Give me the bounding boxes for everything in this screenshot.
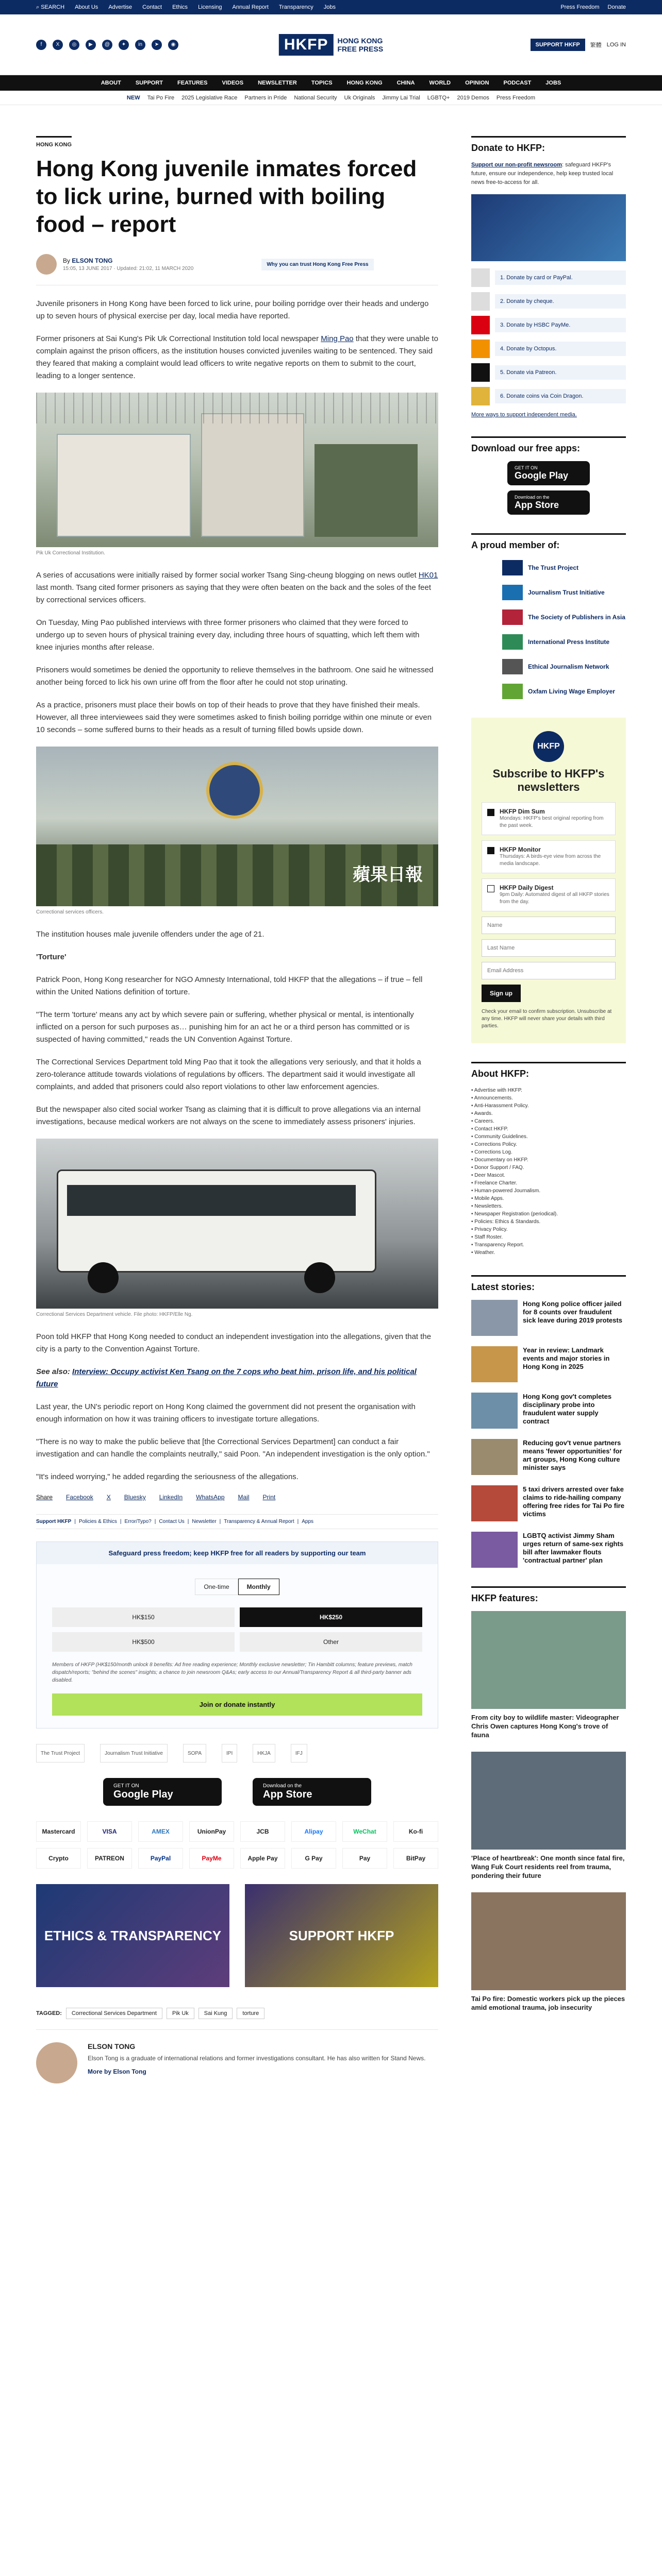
donate-option[interactable]: 5. Donate via Patreon. <box>471 363 626 382</box>
sign-up-button[interactable]: Sign up <box>482 985 521 1002</box>
article-body <box>36 298 438 1483</box>
trending-item[interactable]: 2025 Legislative Race <box>181 94 238 101</box>
widget-title: A proud member of: <box>471 533 626 551</box>
tab-one-time[interactable]: One-time <box>195 1579 238 1595</box>
main-nav <box>0 75 662 91</box>
payment-methods <box>36 1821 438 1869</box>
threads-icon[interactable]: @ <box>102 40 112 50</box>
figure-caption: Pik Uk Correctional Institution. <box>36 550 105 556</box>
checkbox-unchecked[interactable] <box>487 885 494 892</box>
watermark-text: 蘋果日報 <box>353 865 423 885</box>
nav-item[interactable]: SUPPORT <box>135 80 163 86</box>
app-store-buttons <box>36 1778 438 1806</box>
story-thumbnail <box>471 1485 518 1521</box>
widget-title: Download our free apps: <box>471 436 626 454</box>
cheque-icon <box>471 292 490 311</box>
facebook-icon[interactable]: f <box>36 40 46 50</box>
photo-officers <box>36 747 438 906</box>
card-icon <box>471 268 490 287</box>
paragraph: Former prisoners at Sai Kung's Pik Uk Correctional Institution told local newspaper Ming Pao that they were unable to complain against the prison officers, as the institution houses convicted juveniles waiting to be sentenced. They said they feared that making a complaint would lead officers to write negative reports on them to submit to the court, leading to a longer sentence. <box>36 334 438 380</box>
widget-title: Donate to HKFP: <box>471 136 626 154</box>
separator: | <box>219 1519 221 1524</box>
trending-item[interactable]: National Security <box>294 94 337 101</box>
about-link[interactable]: • Corrections Policy. <box>471 1141 626 1148</box>
amount-option-selected[interactable]: HK$250 <box>240 1607 422 1627</box>
trending-item[interactable]: Jimmy Lai Trial <box>382 94 420 101</box>
footer-link[interactable]: Apps <box>302 1519 314 1524</box>
feature-image[interactable] <box>471 1892 626 1990</box>
payment-logo: AMEX <box>138 1821 183 1842</box>
paragraph: "It's indeed worrying," he added regarding the seriousness of the allegations. <box>36 1472 299 1481</box>
share-linkedin-link[interactable]: LinkedIn <box>159 1494 183 1501</box>
subheading: 'Torture' <box>36 953 67 961</box>
trust-badge[interactable]: Why you can trust Hong Kong Free Press <box>261 259 373 270</box>
payment-logo: Pay <box>342 1848 387 1869</box>
footer-link[interactable]: Contact Us <box>159 1519 185 1524</box>
separator: | <box>120 1519 122 1524</box>
tag[interactable]: torture <box>237 2008 264 2019</box>
search-link[interactable]: ⌕ SEARCH <box>36 4 65 10</box>
feature-title[interactable]: From city boy to wildlife master: Videographer Chris Owen captures Hong Kong's trove of fauna <box>471 1714 619 1739</box>
top-utility-bar <box>0 0 662 14</box>
payment-logo: UnionPay <box>189 1821 234 1842</box>
site-header <box>0 14 662 75</box>
more-by-author-link[interactable]: More by Elson Tong <box>88 2068 146 2075</box>
payment-logo: PayMe <box>189 1848 234 1869</box>
widget-title: About HKFP: <box>471 1062 626 1079</box>
about-link[interactable]: • Contact HKFP. <box>471 1125 626 1133</box>
about-link[interactable]: • Advertise with HKFP. <box>471 1087 626 1094</box>
language-switch[interactable]: 繁體 <box>590 42 602 48</box>
features-widget <box>471 1586 626 2012</box>
topbar-link[interactable]: Contact <box>142 4 162 10</box>
nav-item[interactable]: JOBS <box>545 80 561 86</box>
topbar-link[interactable]: Transparency <box>278 4 313 10</box>
about-link[interactable]: • Privacy Policy. <box>471 1226 626 1233</box>
author-bio: Elson Tong is a graduate of international relations and former investigations consultant. He has also written for Stand News. <box>88 2055 426 2062</box>
footer-link[interactable]: Transparency & Annual Report <box>224 1519 294 1524</box>
member-logo[interactable]: Ethical Journalism Network <box>502 659 626 674</box>
paragraph: "There is no way to make the public believe that [the Correctional Services Department] can conduct a fair investigation and can handle the complaints neutrally," said Poon. "An independent investigation is the only option." <box>36 1437 430 1459</box>
paragraph: The institution houses male juvenile offenders under the age of 21. <box>36 930 264 939</box>
article-category[interactable]: HONG KONG <box>36 136 72 148</box>
feature-title[interactable]: Tai Po fire: Domestic workers pick up the pieces amid emotional trauma, job insecurity <box>471 1995 625 2011</box>
tag[interactable]: Pik Uk <box>167 2008 194 2019</box>
about-link[interactable]: • Community Guidelines. <box>471 1133 626 1141</box>
paragraph: Prisoners would sometimes be denied the opportunity to relieve themselves in the bathroom. One said he witnessed another being forced to lick his own urine off from the floor after he could not stop urinating. <box>36 666 434 687</box>
author-prefix: By <box>63 257 71 264</box>
donate-option[interactable]: 3. Donate by HSBC PayMe. <box>471 316 626 334</box>
story-thumbnail <box>471 1532 518 1568</box>
payment-logo: Apple Pay <box>240 1848 285 1869</box>
share-x-link[interactable]: X <box>106 1494 111 1501</box>
promo-banners <box>36 1884 438 1987</box>
more-ways-link[interactable]: More ways to support independent media. <box>471 412 577 418</box>
latest-story[interactable]: Hong Kong police officer jailed for 8 counts over fraudulent sick leave during 2019 protests <box>471 1300 626 1336</box>
payment-logo: Alipay <box>291 1821 336 1842</box>
newsletter-option[interactable]: HKFP Monitor Thursdays: A birds-eye view from across the media landscape. <box>482 840 616 873</box>
about-link[interactable]: • Staff Roster. <box>471 1233 626 1241</box>
widget-title: HKFP features: <box>471 1586 626 1604</box>
email-input[interactable] <box>482 962 616 979</box>
nav-item[interactable]: OPINION <box>465 80 489 86</box>
member-logo[interactable]: Oxfam Living Wage Employer <box>502 684 626 699</box>
member-logo[interactable]: The Trust Project <box>502 560 626 575</box>
footer-link[interactable]: Error/Typo? <box>124 1519 152 1524</box>
tag-list <box>36 2008 438 2019</box>
last-name-input[interactable] <box>482 939 616 957</box>
share-bluesky-link[interactable]: Bluesky <box>124 1494 146 1501</box>
donation-box <box>36 1541 438 1728</box>
share-whatsapp-link[interactable]: WhatsApp <box>196 1494 225 1501</box>
ethics-banner[interactable]: ETHICS & TRANSPARENCY <box>36 1884 229 1987</box>
amount-option[interactable]: HK$150 <box>52 1607 235 1627</box>
feature-image[interactable] <box>471 1752 626 1850</box>
checkbox-checked[interactable] <box>487 847 494 854</box>
paragraph: The Correctional Services Department told Ming Pao that it took the allegations very seriously, and that it holds a zero-tolerance attitude towards violations of regulations by officers. The department said it would investigate all complaints, and added that prisoners could also report violations to other law enforcement agencies. <box>36 1058 421 1091</box>
see-also: See also: Interview: Occupy activist Ken Tsang on the 7 cops who beat him, prison life, and his political future <box>36 1367 417 1388</box>
photo-csd-vehicle <box>36 1139 438 1309</box>
trending-nav <box>0 91 662 105</box>
about-link[interactable]: • Transparency Report. <box>471 1241 626 1249</box>
press-freedom-link[interactable]: Press Freedom <box>560 4 600 10</box>
tab-monthly[interactable]: Monthly <box>238 1579 279 1595</box>
newsletter-option[interactable]: HKFP Daily Digest 9pm Daily: Automated digest of all HKFP stories from the day. <box>482 878 616 911</box>
amount-option[interactable]: HK$500 <box>52 1632 235 1652</box>
feature-title[interactable]: 'Place of heartbreak': One month since fatal fire, Wang Fuk Court residents reel from trauma, pondering their future <box>471 1854 625 1879</box>
hkfp-logo-icon: HKFP <box>533 731 564 762</box>
figure <box>36 747 438 915</box>
payment-logo: JCB <box>240 1821 285 1842</box>
latest-story[interactable]: Reducing gov't venue partners means 'fewer opportunities' for art groups, Hong Kong culture minister says <box>471 1439 626 1475</box>
article-main <box>36 136 438 2083</box>
see-also-link[interactable]: Interview: Occupy activist Ken Tsang on the 7 cops who beat him, prison life, and his political future <box>36 1367 417 1388</box>
new-label: NEW <box>126 94 140 101</box>
nav-item[interactable]: ABOUT <box>101 80 121 86</box>
widget-title: Latest stories: <box>471 1275 626 1293</box>
story-thumbnail <box>471 1300 518 1336</box>
membership-widget <box>471 533 626 699</box>
trust-logo[interactable]: HKJA <box>253 1744 275 1762</box>
about-link[interactable]: • Policies: Ethics & Standards. <box>471 1218 626 1226</box>
trending-item[interactable]: 2019 Demos <box>457 94 489 101</box>
latest-stories-widget <box>471 1275 626 1568</box>
trust-logo[interactable]: IFJ <box>291 1744 307 1762</box>
about-link[interactable]: • Documentary on HKFP. <box>471 1156 626 1164</box>
linkedin-icon[interactable]: in <box>135 40 145 50</box>
newsletter-note: Check your email to confirm subscription. Unsubscribe at any time. HKFP will never share your details with third parties. <box>482 1009 612 1029</box>
about-link[interactable]: • Donor Support / FAQ. <box>471 1164 626 1172</box>
nav-item[interactable]: NEWSLETTER <box>258 80 297 86</box>
payment-logo: PATREON <box>87 1848 132 1869</box>
about-link[interactable]: • Corrections Log. <box>471 1148 626 1156</box>
trust-logos-row <box>36 1744 438 1762</box>
nav-item[interactable]: FEATURES <box>177 80 208 86</box>
latest-story[interactable]: 5 taxi drivers arrested over fake claims to ride-hailing company offering free rides for Tai Po fire victims <box>471 1485 626 1521</box>
rss-icon[interactable]: ◉ <box>168 40 178 50</box>
about-link[interactable]: • Awards. <box>471 1110 626 1117</box>
jti-icon <box>502 585 523 600</box>
support-banner[interactable]: SUPPORT HKFP <box>245 1884 438 1987</box>
payme-icon <box>471 316 490 334</box>
apps-widget <box>471 436 626 515</box>
hk01-link[interactable]: HK01 <box>418 571 438 580</box>
share-print-link[interactable]: Print <box>262 1494 276 1501</box>
newsletter-option[interactable]: HKFP Dim Sum Mondays: HKFP's best original reporting from the past week. <box>482 802 616 835</box>
share-mail-link[interactable]: Mail <box>238 1494 250 1501</box>
story-thumbnail <box>471 1393 518 1429</box>
donate-option[interactable]: 1. Donate by card or PayPal. <box>471 268 626 287</box>
member-logo[interactable]: The Society of Publishers in Asia <box>502 609 626 625</box>
feature-image[interactable] <box>471 1611 626 1709</box>
sidebar <box>471 136 626 2083</box>
site-logo[interactable] <box>279 34 383 56</box>
paragraph: But the newspaper also cited social worker Tsang as claiming that it is difficult to prove allegations via an internal investigations, because medical workers are not always on the scene to immediately assess prisoners' injuries. <box>36 1105 421 1126</box>
latest-story[interactable]: Year in review: Landmark events and major stories in Hong Kong in 2025 <box>471 1346 626 1382</box>
member-logo[interactable]: International Press Institute <box>502 634 626 650</box>
support-hkfp-button[interactable]: SUPPORT HKFP <box>531 39 585 51</box>
paragraph: Patrick Poon, Hong Kong researcher for NGO Amnesty International, told HKFP that the allegations – if true – fell within the United Nations definition of torture. <box>36 975 423 996</box>
app-store-button[interactable]: Download on the App Store <box>507 490 590 515</box>
member-logo[interactable]: Journalism Trust Initiative <box>502 585 626 600</box>
nav-item[interactable]: TOPICS <box>311 80 333 86</box>
trending-item[interactable]: Uk Originals <box>344 94 375 101</box>
share-label: Share <box>36 1494 53 1501</box>
tag[interactable]: Correctional Services Department <box>66 2008 162 2019</box>
donate-link[interactable]: Support our non-profit newsroom <box>471 162 562 168</box>
trust-logo[interactable]: SOPA <box>183 1744 206 1762</box>
tags-label: TAGGED: <box>36 2010 62 2016</box>
member-perks: Members of HKFP (HK$150/month unlock 8 benefits: Ad free reading experience; Monthly exclusive newsletter; Tin Hambitt columns; feature previews, match dispatch/reports; "behind the scenes" insights; a chance to join newsroom Q&As; early access to our Annual/Transparency Report & all third-party banner ads disabled. <box>52 1662 412 1683</box>
patreon-icon <box>471 363 490 382</box>
nav-item[interactable]: WORLD <box>429 80 451 86</box>
share-bar <box>36 1494 438 1501</box>
separator: | <box>74 1519 76 1524</box>
social-links <box>36 40 178 50</box>
separator: | <box>154 1519 156 1524</box>
figure <box>36 393 438 556</box>
figure-caption: Correctional Services Department vehicle. File photo: HKFP/Elle Ng. <box>36 1312 193 1317</box>
paragraph: As a practice, prisoners must place their bowls on top of their heads to prove that they have finished their meals. However, all three interviewees said they were sometimes asked to finish boiling porridge within one minute or even 10 seconds – some suffered burns to their heads as a result of turning filled bowls upside down. <box>36 701 432 734</box>
instagram-icon[interactable]: ◎ <box>69 40 79 50</box>
nav-item[interactable]: CHINA <box>396 80 415 86</box>
author-box <box>36 2029 438 2083</box>
nav-item[interactable]: PODCAST <box>503 80 532 86</box>
payment-logo: BitPay <box>393 1848 438 1869</box>
payment-logo: Crypto <box>36 1848 81 1869</box>
login-link[interactable]: LOG IN <box>606 41 626 48</box>
newsletter-widget <box>471 718 626 1043</box>
about-link[interactable]: • Anti-Harassment Policy. <box>471 1102 626 1110</box>
donate-link[interactable]: Donate <box>607 4 626 10</box>
ejn-icon <box>502 659 523 674</box>
first-name-input[interactable] <box>482 917 616 934</box>
author-box-name[interactable]: ELSON TONG <box>88 2042 136 2050</box>
trust-logo[interactable]: Journalism Trust Initiative <box>100 1744 168 1762</box>
footer-link[interactable]: Policies & Ethics <box>78 1519 117 1524</box>
trending-item[interactable]: Press Freedom <box>496 94 536 101</box>
checkbox-checked[interactable] <box>487 809 494 816</box>
payment-logo: G Pay <box>291 1848 336 1869</box>
logo-mark: HKFP <box>279 34 334 56</box>
ming-pao-link[interactable]: Ming Pao <box>321 334 354 343</box>
donation-header: Safeguard press freedom; keep HKFP free for all readers by supporting our team <box>37 1542 438 1564</box>
share-facebook-link[interactable]: Facebook <box>66 1494 93 1501</box>
figure <box>36 1139 438 1317</box>
youtube-icon[interactable]: ▶ <box>86 40 96 50</box>
about-link[interactable]: • Announcements. <box>471 1094 626 1102</box>
bluesky-icon[interactable]: ✦ <box>119 40 129 50</box>
photo-prison-exterior <box>36 393 438 547</box>
amount-option-other[interactable]: Other <box>240 1632 422 1652</box>
paragraph: "The term 'torture' means any act by which severe pain or suffering, whether physical or mental, is intentionally inflicted on a person for such purposes as… punishing him for an act he or a third person has committed or is suspected of having committed," reads the UN Convention Against Torture. <box>36 1010 414 1044</box>
latest-story[interactable]: LGBTQ activist Jimmy Sham urges return of same-sex rights bill after lawmaker flouts 'contractual partner' plan <box>471 1532 626 1568</box>
author-avatar <box>36 254 57 275</box>
payment-logo: PayPal <box>138 1848 183 1869</box>
latest-story[interactable]: Hong Kong gov't completes disciplinary probe into fraudulent water supply contract <box>471 1393 626 1429</box>
article-footer-links <box>36 1514 438 1529</box>
about-link[interactable]: • Deer Mascot. <box>471 1172 626 1179</box>
search-label: SEARCH <box>41 4 65 10</box>
about-link[interactable]: • Weather. <box>471 1249 626 1257</box>
payment-logo: Ko-fi <box>393 1821 438 1842</box>
telegram-icon[interactable]: ➤ <box>152 40 162 50</box>
topbar-link[interactable]: Annual Report <box>232 4 269 10</box>
paragraph: On Tuesday, Ming Pao published interviews with three former prisoners who claimed that they were forced to undergo up to seven hours of physical training every day, including three hours of squatting, which left them with knee injuries months after release. <box>36 618 420 652</box>
separator: | <box>297 1519 299 1524</box>
google-play-button[interactable]: GET IT ON Google Play <box>507 461 590 485</box>
author-photo <box>36 2042 77 2083</box>
trending-item[interactable]: Partners in Pride <box>244 94 287 101</box>
about-link[interactable]: • Mobile Apps. <box>471 1195 626 1202</box>
donate-widget <box>471 136 626 418</box>
trust-logo[interactable]: The Trust Project <box>36 1744 85 1762</box>
trending-item[interactable]: LGBTQ+ <box>427 94 450 101</box>
donate-text: Support our non-profit newsroom: safeguard HKFP's future, ensure our independence, help keep trusted local news free-to-access for all. <box>471 162 614 185</box>
about-link[interactable]: • Freelance Charter. <box>471 1179 626 1187</box>
ipi-icon <box>502 634 523 650</box>
separator: | <box>187 1519 189 1524</box>
byline <box>36 254 438 285</box>
tag[interactable]: Sai Kung <box>198 2008 233 2019</box>
article-title: Hong Kong juvenile inmates forced to lick urine, burned with boiling food – report <box>36 156 417 237</box>
nav-item[interactable]: VIDEOS <box>222 80 244 86</box>
trust-project-icon <box>502 560 523 575</box>
story-thumbnail <box>471 1346 518 1382</box>
newsletter-title: Subscribe to HKFP's newsletters <box>492 767 605 793</box>
about-link[interactable]: • Newspaper Registration (periodical). <box>471 1210 626 1218</box>
author-name[interactable]: ELSON TONG <box>72 257 113 264</box>
about-link[interactable]: • Human-powered Journalism. <box>471 1187 626 1195</box>
x-icon[interactable]: X <box>53 40 63 50</box>
payment-logo: WeChat <box>342 1821 387 1842</box>
oxfam-icon <box>502 684 523 699</box>
footer-link[interactable]: Newsletter <box>192 1519 217 1524</box>
about-link[interactable]: • Careers. <box>471 1117 626 1125</box>
topbar-link[interactable]: Advertise <box>108 4 133 10</box>
octopus-icon <box>471 340 490 358</box>
paragraph: Poon told HKFP that Hong Kong needed to conduct an independent investigation into the allegations, given that the city is a party to the Convention Against Torture. <box>36 1332 432 1353</box>
about-link[interactable]: • Newsletters. <box>471 1202 626 1210</box>
about-widget <box>471 1062 626 1257</box>
google-play-button[interactable]: GET IT ON Google Play <box>103 1778 222 1806</box>
topbar-link[interactable]: Licensing <box>198 4 222 10</box>
payment-logo: Mastercard <box>36 1821 81 1842</box>
donate-option[interactable]: 4. Donate by Octopus. <box>471 340 626 358</box>
story-thumbnail <box>471 1439 518 1475</box>
topbar-link[interactable]: Jobs <box>323 4 336 10</box>
paragraph: Juvenile prisoners in Hong Kong have been forced to lick urine, pour boiling porridge over their heads and undergo up to seven hours of physical exercise per day, local media have reported. <box>36 299 429 320</box>
trust-logo[interactable]: IPI <box>222 1744 237 1762</box>
donate-option[interactable]: 6. Donate coins via Coin Dragon. <box>471 387 626 405</box>
donate-option[interactable]: 2. Donate by cheque. <box>471 292 626 311</box>
paragraph: A series of accusations were initially raised by former social worker Tsang Sing-cheung blogging on news outlet HK01 last month. Tsang cited former prisoners as saying that they were often beaten on the back and the soles of the feet by correctional services officers. <box>36 571 438 604</box>
join-donate-button[interactable]: Join or donate instantly <box>52 1693 422 1716</box>
topbar-link[interactable]: Ethics <box>172 4 188 10</box>
paragraph: Last year, the UN's periodic report on Hong Kong claimed the government did not present the organisation with enough information on how it was training officers to investigate torture allegations. <box>36 1402 416 1423</box>
nav-item[interactable]: HONG KONG <box>346 80 383 86</box>
publish-date: 15:05, 13 JUNE 2017 · Updated: 21:02, 11 MARCH 2020 <box>63 266 194 272</box>
figure-caption: Correctional services officers. <box>36 909 104 915</box>
logo-text: HONG KONG FREE PRESS <box>337 36 384 53</box>
app-store-button[interactable]: Download on the App Store <box>253 1778 371 1806</box>
payment-logo: VISA <box>87 1821 132 1842</box>
trending-item[interactable]: Tai Po Fire <box>147 94 175 101</box>
topbar-link[interactable]: About Us <box>75 4 98 10</box>
coin-dragon-icon <box>471 387 490 405</box>
sopa-icon <box>502 609 523 625</box>
footer-link[interactable]: Support HKFP <box>36 1519 72 1524</box>
donate-image <box>471 194 626 261</box>
